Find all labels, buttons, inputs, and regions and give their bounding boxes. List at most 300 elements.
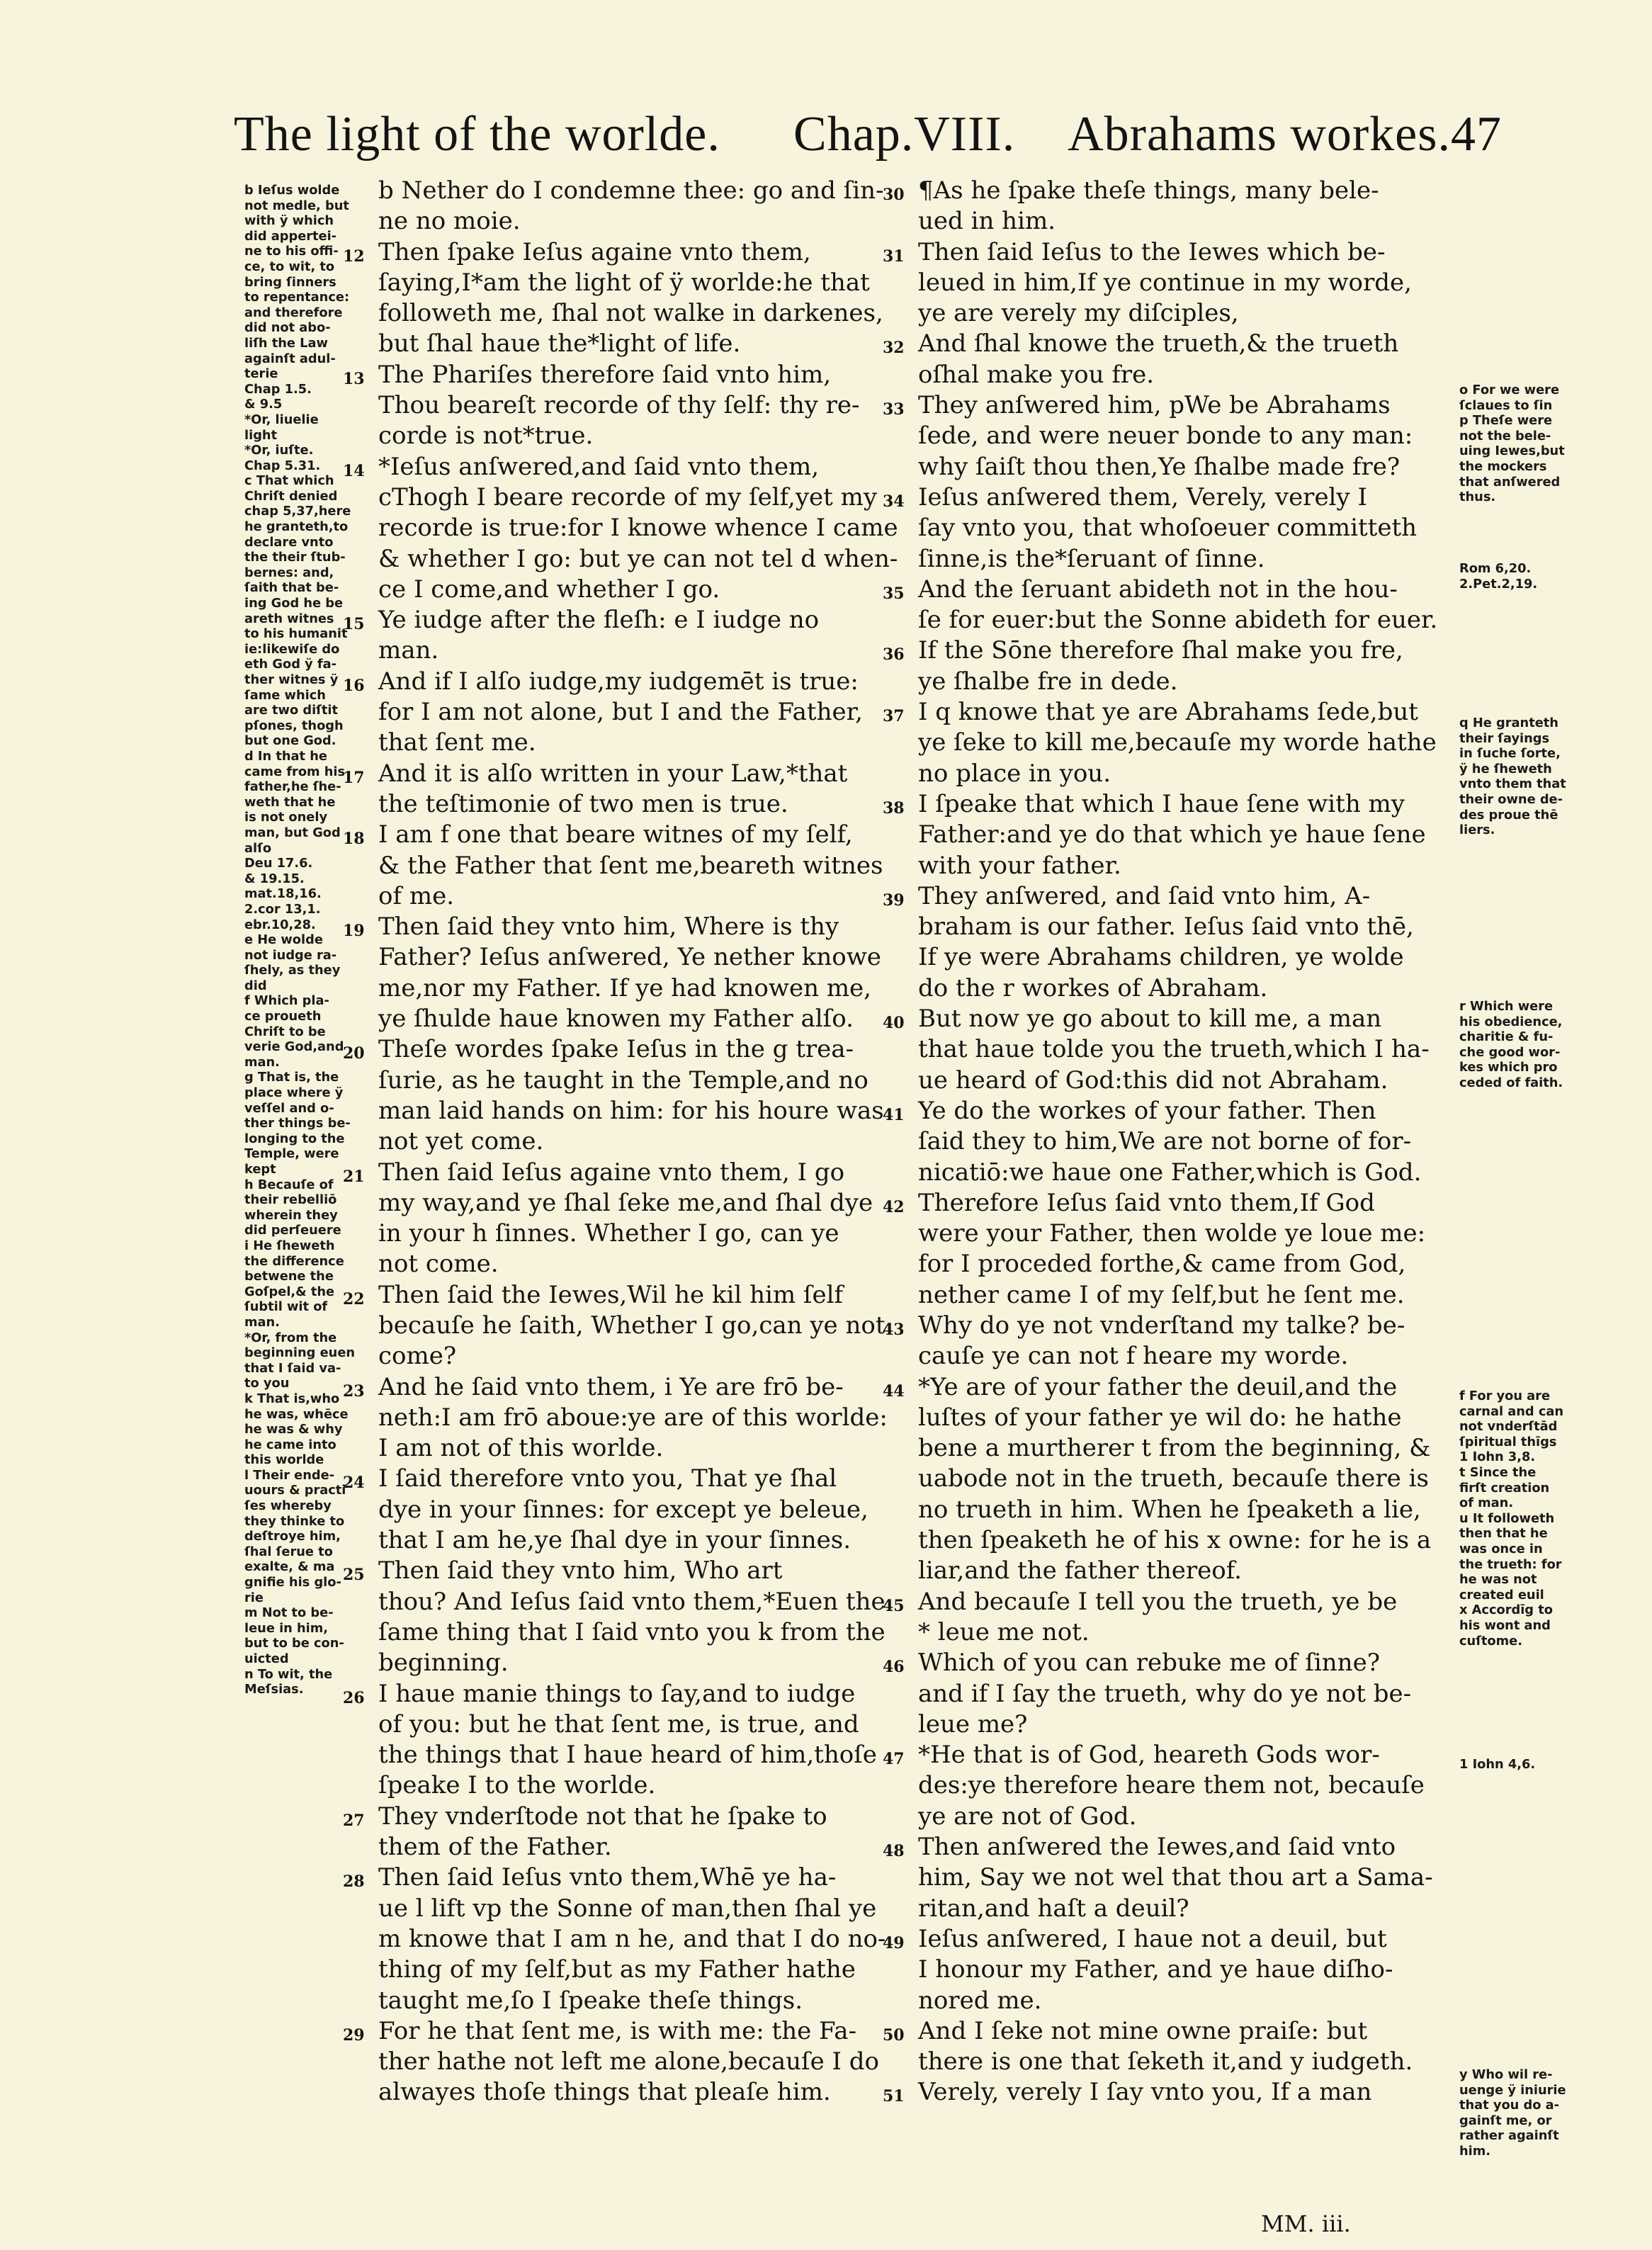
margin-note-line: his obedience, [1459,1014,1563,1029]
text-line [918,1403,1456,1433]
margin-note [1459,561,1587,592]
line-text: for I proceded forthe,& came from God, [918,1250,1406,1279]
margin-note-line: then that he [1459,1526,1548,1542]
margin-note-line: b Ieſus wolde [244,183,340,198]
margin-note-line: uours & practi [244,1483,346,1498]
text-line [378,390,895,421]
line-text: Why do ye not vnderſtand my talke? be- [918,1311,1405,1340]
line-text: him, Say we not wel that thou art a Sama- [918,1863,1433,1892]
margin-note-line: with ÿ which [244,213,334,229]
verse-number: 45 [883,1596,905,1615]
margin-note-line: h Becauſe of [244,1177,334,1192]
text-line [883,2016,1456,2047]
text-line [378,1617,895,1648]
verse-number: 42 [883,1197,905,1216]
text-line [883,1096,1456,1126]
text-line [918,1341,1456,1372]
line-text: Then ſpake Ieſus againe vnto them, [378,237,811,266]
line-text: & whether I go: but ye can not tel d when- [378,544,898,573]
verse-number: 44 [883,1381,905,1401]
margin-note-line: ſclaues to ſin [1459,397,1553,413]
right-text-column [883,176,1456,2108]
line-text: Ye iudge after the fleſh: e I iudge no [378,606,820,635]
text-line [378,851,895,881]
text-line [343,1372,895,1403]
verse-number: 33 [883,400,905,419]
margin-note-line: uing Iewes,but [1459,443,1565,459]
line-text: Then ſaid Ieſus againe vnto them, I go [378,1158,845,1187]
margin-note-line: & 19.15. [244,871,305,886]
margin-note-line: not iudge ra- [244,947,337,963]
text-line [343,1802,895,1832]
verse-number: 46 [883,1658,905,1677]
text-line [378,176,895,206]
margin-note-line: againſt adul- [244,351,336,366]
line-text: ther hathe not left me alone,becauſe I do [378,2047,879,2076]
margin-note-line: father,he ſhe- [244,779,341,795]
text-line [883,881,1456,912]
line-text: recorde is true:for I knowe whence I came [378,514,898,543]
text-line [378,1403,895,1433]
text-line [378,1311,895,1341]
text-line [378,1525,895,1556]
text-line [378,1986,895,2016]
text-line [918,973,1456,1004]
line-text: Then ſaid Ieſus to the Iewes which be- [918,237,1386,266]
margin-note-line: t Since the [1459,1464,1537,1480]
margin-note-line: che good wor- [1459,1044,1561,1060]
margin-note-line: uicted [244,1651,289,1666]
verse-number: 29 [343,2025,365,2045]
verse-number: 26 [343,1688,365,1707]
margin-note-line: exalte, & ma [244,1559,335,1575]
text-line [883,789,1456,820]
margin-note-line: to repentance: [244,290,350,305]
margin-note-line: are two diſtit [244,703,339,718]
margin-note-line: n To wit, the [244,1666,333,1682]
margin-note-line: not vnderſtād [1459,1419,1558,1435]
margin-note-line: kes which pro [1459,1060,1558,1075]
text-line [918,1433,1456,1464]
header-right-title: Abrahams workes.47 [1068,107,1502,162]
text-line [918,513,1456,543]
line-text: ſe for euer:but the Sonne abideth for euer. [918,606,1438,635]
line-text: corde is not*true. [378,422,594,451]
line-text: ue l lift vp the Sonne of man,then ſhal ye [378,1894,877,1923]
text-line [378,881,895,912]
line-text: Then ſaid they vnto him, Where is thy [378,912,839,942]
margin-note-line: he was & why [244,1422,343,1437]
verse-number: 27 [343,1811,365,1830]
line-text: ſinne,is the*ſeruant of ſinne. [918,544,1265,573]
margin-note-line: *Or, iuſte. [244,443,314,458]
margin-note-line: Chap 1.5. [244,381,312,397]
margin-note [1459,1757,1587,1773]
text-line [343,1464,895,1494]
margin-note-line: l Their ende- [244,1467,335,1483]
verse-number: 43 [883,1320,905,1339]
verse-number: 21 [343,1167,365,1186]
verse-number: 14 [343,461,365,480]
margin-note-line: that I ſaid va- [244,1360,341,1376]
text-line [378,2047,895,2077]
text-line [343,759,895,789]
margin-note-line: betwene the [244,1269,334,1284]
verse-number: 49 [883,1933,905,1952]
margin-note-line: g That is, the [244,1070,339,1085]
verse-number: 38 [883,798,905,818]
text-line [378,2077,895,2108]
margin-note-line: Chriſt to be [244,1024,326,1039]
margin-note-line: bernes: and, [244,565,334,580]
margin-note [1459,2067,1587,2159]
text-line [378,635,895,666]
text-line [918,1802,1456,1832]
margin-note-line: 2.Pet.2,19. [1459,576,1538,592]
text-line [378,1249,895,1279]
margin-note-line: did not abo- [244,320,331,336]
margin-note-line: ebr.10,28. [244,917,316,932]
text-line [883,1587,1456,1617]
margin-note-line: man. [244,1314,280,1330]
text-line [378,268,895,298]
text-line [918,421,1456,451]
line-text: Father? Ieſus anſwered, Ye nether knowe [378,943,881,972]
line-text: ye ſhulde haue knowen my Father alſo. [378,1005,854,1034]
text-line [378,575,895,605]
margin-note-line: not medle, but [244,198,349,213]
verse-number: 17 [343,768,365,787]
verse-number: 25 [343,1566,365,1585]
text-line [883,329,1456,359]
line-text: Then ſaid they vnto him, Who art [378,1556,783,1585]
margin-note-line: declare vnto [244,534,334,550]
line-text: cThogh I beare recorde of my ſelf,yet my [378,482,878,511]
text-line [378,1832,895,1862]
text-line [918,851,1456,881]
margin-note-line: their owne de- [1459,791,1563,807]
line-text: I am f one that beare witnes of my ſelf, [378,820,853,849]
line-text: If ye were Abrahams children, ye wolde [918,943,1404,972]
margin-note-line: place where ÿ [244,1085,344,1101]
margin-note-line: q He granteth [1459,716,1558,730]
margin-note-line: y Who wil re- [1459,2067,1553,2082]
text-line [883,1924,1456,1955]
margin-note-line: their rebelliō [244,1192,337,1208]
line-text: m knowe that I am n he, and that I do no- [378,1924,886,1953]
margin-note-line: c That which [244,473,334,489]
text-line [378,1096,895,1126]
margin-note-line: liſh the Law [244,335,328,351]
margin-note-line: mat.18,16. [244,886,322,902]
verse-number: 32 [883,339,905,358]
margin-note-line: o For we were [1459,383,1559,397]
text-line [378,1924,895,1955]
text-line [343,360,895,390]
margin-note-line: to you [244,1376,290,1391]
line-text: becauſe he ſaith, Whether I go,can ye not [378,1311,886,1340]
margin-note-line: gnifie his glo- [244,1575,341,1590]
line-text: oſhal make you fre. [918,360,1155,389]
running-header [234,106,1502,184]
margin-note-line: did [244,978,267,993]
line-text: ritan,and haſt a deuil? [918,1894,1189,1923]
text-line [918,452,1456,482]
margin-note-line: 2.cor 13,1. [244,901,321,917]
line-text: Theſe wordes ſpake Ieſus in the g trea- [378,1035,854,1064]
text-line [343,605,895,635]
line-text: braham is our father. Ieſus ſaid vnto thē, [918,912,1414,942]
verse-number: 23 [343,1381,365,1401]
text-line [918,759,1456,789]
text-line [918,1556,1456,1586]
text-line [343,237,895,268]
text-line [343,667,895,697]
line-text: And I ſeke not mine owne praiſe: but [918,2016,1368,2045]
margin-note-line: ſaith that be- [244,580,339,596]
line-text: * leue me not. [918,1617,1090,1646]
margin-note-line: ſes whereby [244,1498,332,1514]
line-text: Which of you can rebuke me of ſinne? [918,1649,1380,1678]
margin-note-line: ſhely, as they [244,963,341,978]
margin-note-line: to his humanit [244,626,348,642]
text-line [378,697,895,728]
text-line [918,1525,1456,1556]
text-line [343,1158,895,1188]
line-text: there is one that ſeketh it,and y iudgeth. [918,2047,1413,2076]
text-line [378,482,895,513]
verse-number: 15 [343,615,365,634]
line-text: then ſpeaketh he of his x owne: for he is a [918,1526,1432,1555]
text-line [343,1034,895,1065]
margin-note-line: he was, whēce [244,1406,349,1422]
margin-note-line: terie [244,366,278,382]
verse-number: 30 [883,186,905,204]
line-text: me,nor my Father. If ye had knowen me, [378,973,871,1002]
text-line [883,1004,1456,1034]
verse-number: 19 [343,922,365,941]
line-text: & the Father that ſent me,beareth witnes [378,851,883,880]
line-text: ye ſeke to kill me,becauſe my worde hathe [918,728,1437,757]
margin-note-line: is not onely [244,810,328,825]
margin-note-line: carnal and can [1459,1403,1564,1419]
text-line [918,2047,1456,2077]
text-line [918,1679,1456,1709]
margin-note-line: rather againſt [1459,2128,1559,2144]
margin-note-line: this worlde [244,1452,324,1468]
text-line [918,1770,1456,1801]
line-text: They anſwered him, pWe be Abrahams [918,391,1391,420]
margin-note-line: alſo [244,840,272,856]
margin-note-line: m Not to be- [244,1605,334,1621]
line-text: ne no moie. [378,207,521,236]
margin-note-line: Temple, were [244,1146,339,1162]
line-text: were your Father, then wolde ye loue me: [918,1219,1426,1248]
line-text: And he ſaid vnto them, i Ye are frō be- [378,1372,844,1401]
margin-note-line: created euil [1459,1587,1544,1602]
line-text: Verely, verely I ſay vnto you, If a man [918,2078,1372,2107]
text-line [918,1986,1456,2016]
line-text: Ieſus anſwered, I haue not a deuil, but [918,1924,1387,1953]
line-text: that haue tolde you the trueth,which I ha- [918,1035,1430,1064]
line-text: in your h ſinnes. Whether I go, can ye [378,1219,839,1248]
line-text: not yet come. [378,1127,544,1156]
verse-number: 24 [343,1474,365,1493]
margin-note-line: gainſt me, or [1459,2113,1552,2128]
verse-number: 51 [883,2087,905,2106]
line-text: Thou beareſt recorde of thy ſelf: thy re- [378,391,860,420]
line-text: followeth me, ſhal not walke in darkenes, [378,299,883,328]
line-text: why ſaiſt thou then,Ye ſhalbe made fre? [918,452,1401,481]
text-line [883,237,1456,268]
line-text: taught me,ſo I ſpeake theſe things. [378,1986,803,2015]
text-line [378,728,895,758]
margin-note-line: ce, to wit, to [244,259,335,274]
line-text: do the r workes of Abraham. [918,973,1268,1002]
text-line [378,544,898,575]
margin-note-line: 1 Iohn 3,8. [1459,1449,1536,1465]
margin-note-line: bring ſinners [244,274,336,290]
margin-note-line: that anſwered [1459,474,1561,490]
line-text: And if I alſo iudge,my iudgemēt is true: [378,667,859,696]
line-text: ¶As he ſpake theſe things, many bele- [918,176,1379,205]
margin-note-line: that you do a- [1459,2098,1560,2113]
margin-note [1459,383,1587,505]
margin-note-line: ceded of faith. [1459,1075,1563,1090]
text-line [918,942,1456,973]
line-text: man. [378,636,439,665]
line-text: them of the Father. [378,1833,612,1862]
margin-note-line: weth that he [244,794,336,810]
margin-note-line: man, but God [244,825,341,840]
verse-number: 20 [343,1044,365,1063]
chapter-heading: Chap.VIII. [793,107,1016,162]
text-line [343,1862,895,1893]
margin-note-line: areth witnes [244,611,334,626]
line-text: Then ſaid Ieſus vnto them,Whē ye ha- [378,1863,837,1892]
text-line [918,1158,1456,1188]
text-line [378,1709,895,1740]
margin-note-line: ie:likewiſe do [244,641,340,657]
verse-number: 47 [883,1750,905,1769]
text-line [883,1311,1456,1341]
verse-number: 22 [343,1289,365,1308]
margin-note-line: charitie & fu- [1459,1029,1554,1045]
margin-note-line: he granteth,to [244,519,349,535]
line-text: come? [378,1342,457,1371]
margin-note-line: vnto them that [1459,776,1566,792]
margin-note-line: did perſeuere [244,1223,341,1238]
line-text: I q knowe that ye are Abrahams ſede,but [918,698,1418,727]
margin-note-line: i He ſheweth [244,1238,335,1253]
verse-number: 13 [343,369,365,388]
margin-note-line: ſubtil wit of [244,1299,328,1315]
margin-note-line: of man. [1459,1496,1514,1511]
margin-note-line: wherein they [244,1207,338,1223]
text-line [378,1495,895,1525]
margin-note-line: firſt creation [1459,1480,1550,1496]
margin-note-line: ing God he be [244,596,344,611]
text-line [378,1126,895,1157]
line-text: ſaid they to him,We are not borne of for- [918,1127,1412,1156]
margin-note-line: ÿ he ſheweth [1459,761,1552,776]
text-line [343,820,895,850]
line-text: They vnderſtode not that he ſpake to [378,1802,827,1831]
line-text: Ieſus anſwered them, Verely, verely I [918,482,1367,511]
margin-note-line: but to be con- [244,1636,344,1651]
line-text: They anſwered, and ſaid vnto him, A- [918,881,1371,910]
line-text: man laid hands on him: for his houre was [378,1096,884,1125]
text-line [378,1004,895,1034]
line-text: ue heard of God:this did not Abraham. [918,1065,1388,1095]
text-line [883,697,1456,728]
margin-note-line: in ſuche ſorte, [1459,746,1561,762]
margin-note-line: they thinke to [244,1513,345,1529]
text-line [918,820,1456,850]
text-line [378,1188,895,1219]
text-line [378,329,895,359]
text-line [343,1679,895,1709]
verse-number: 36 [883,645,905,665]
margin-note-line: p Theſe were [1459,413,1553,429]
line-text: *He that is of God, heareth Gods wor- [918,1741,1380,1770]
line-text: Ye do the workes of your father. Then [918,1096,1376,1125]
line-text: The Phariſes therefore ſaid vnto him, [378,360,832,389]
margin-note-line: chap 5,37,here [244,504,351,519]
text-line [918,1065,1456,1096]
margin-note-line: f Which pla- [244,993,329,1009]
text-line [918,360,1456,390]
text-line [343,452,895,482]
line-text: And the ſeruant abideth not in the hou- [918,575,1398,604]
text-line [918,1862,1456,1893]
line-text: Father:and ye do that which ye haue ſene [918,820,1426,849]
text-line [918,1126,1456,1157]
line-text: ce I come,and whether I go. [378,575,720,604]
verse-number: 28 [343,1872,365,1892]
text-line [343,912,895,942]
text-line [918,1617,1456,1648]
line-text: cauſe ye can not f heare my worde. [918,1342,1349,1371]
text-line [918,298,1456,329]
line-text: Then anſwered the Iewes,and ſaid vnto [918,1833,1396,1862]
line-text: with your father. [918,851,1121,880]
margin-note [1459,716,1587,838]
margin-note-line: *Or, from the [244,1330,337,1345]
verse-number: 40 [883,1014,905,1033]
text-line [918,1219,1456,1249]
verse-number: 35 [883,584,905,603]
text-line [343,1280,895,1311]
verse-number: 31 [883,247,905,266]
line-text: uabode not in the trueth, becauſe there is [918,1464,1429,1493]
text-line [378,1894,895,1924]
margin-note-line: ne to his offi- [244,244,339,259]
line-text: If the Sōne therefore ſhal make you fre, [918,636,1403,665]
margin-note-line: Deu 17.6. [244,856,313,871]
margin-note-line: Meſsias. [244,1682,304,1697]
text-line [918,544,1456,575]
line-text: luſtes of your father ye wil do: he hathe [918,1403,1402,1432]
line-text: I ſpeake that which I haue ſene with my [918,789,1405,818]
margin-note-line: d In that he [244,748,327,764]
text-line [918,1249,1456,1279]
text-line [378,298,895,329]
margin-note-line: not the bele- [1459,428,1551,443]
text-line [343,1556,895,1586]
line-text: but ſhal haue the*light of life. [378,329,741,358]
text-line [378,1587,895,1617]
